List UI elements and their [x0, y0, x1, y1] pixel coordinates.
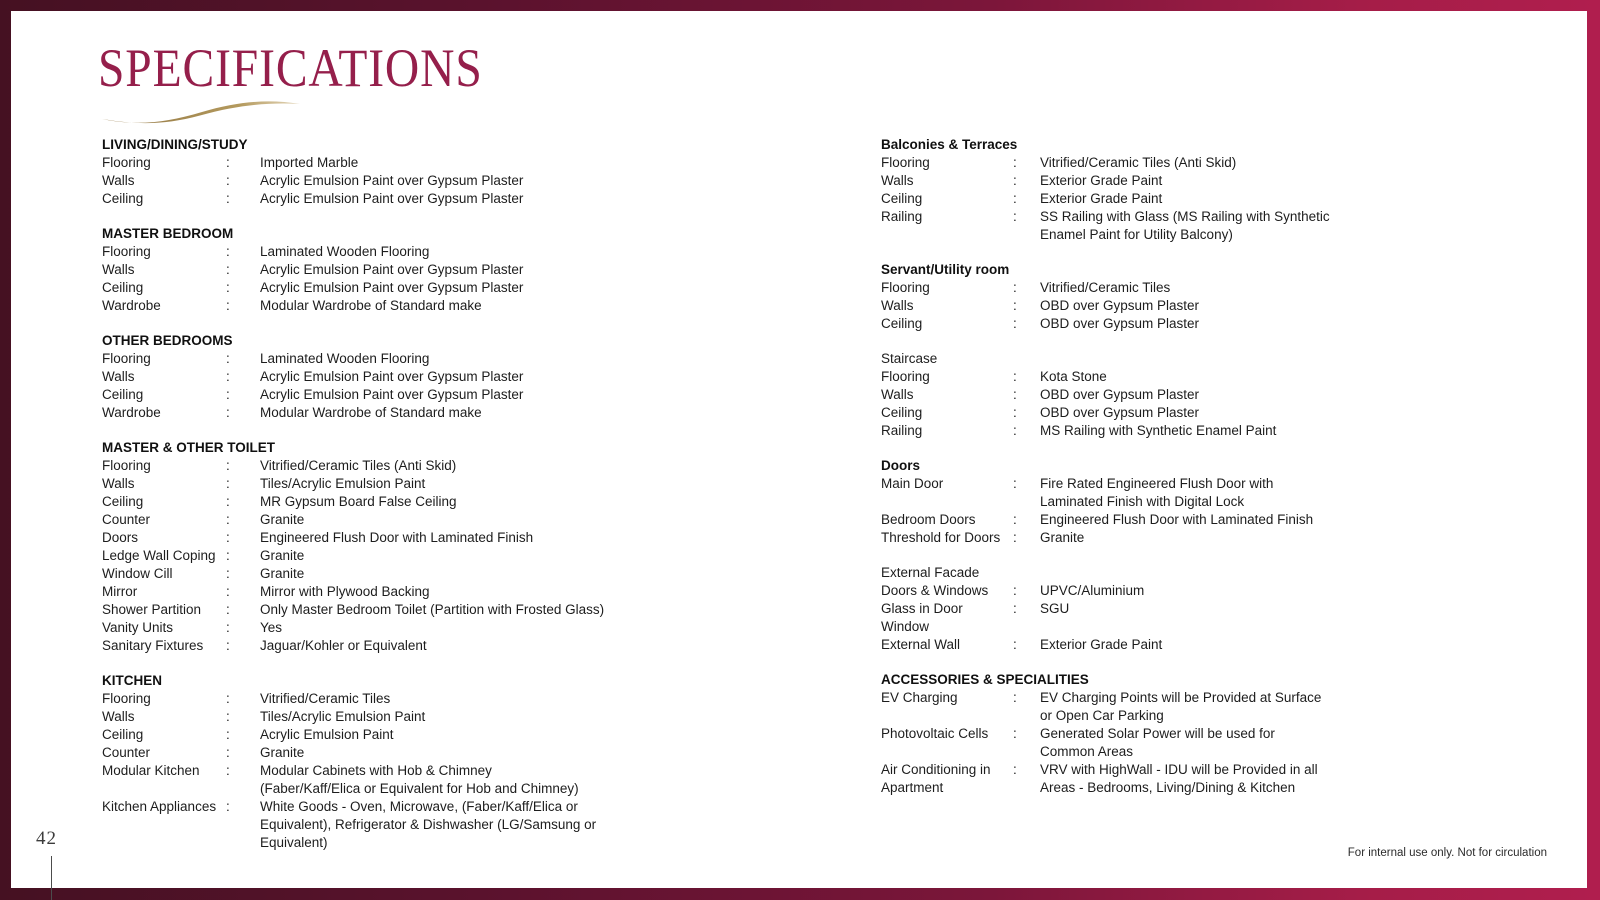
- spec-label: Main Door: [881, 476, 944, 491]
- spec-value: Acrylic Emulsion Paint over Gypsum Plaster: [260, 191, 524, 206]
- spec-label: Bedroom Doors: [881, 512, 976, 527]
- spec-label: Wardrobe: [102, 298, 161, 313]
- spec-value: Exterior Grade Paint: [1040, 637, 1163, 652]
- spec-value: VRV with HighWall - IDU will be Provided in all Areas - Bedrooms, Living/Dining & Kitchen: [1040, 762, 1318, 795]
- spec-label: Photovoltaic Cells: [881, 726, 989, 741]
- spec-row: [881, 208, 1561, 244]
- spec-value: MS Railing with Synthetic Enamel Paint: [1040, 423, 1277, 438]
- spec-value: UPVC/Aluminium: [1040, 583, 1145, 598]
- spec-label: Walls: [881, 387, 914, 402]
- spec-section-title: MASTER BEDROOM: [102, 226, 234, 241]
- spec-column-right: [881, 136, 1561, 797]
- spec-value: Exterior Grade Paint: [1040, 191, 1163, 206]
- spec-row: [881, 386, 1561, 404]
- spec-value: Granite: [260, 566, 305, 581]
- spec-row: [102, 798, 782, 852]
- spec-colon: :: [1013, 726, 1017, 741]
- spec-section-title: KITCHEN: [102, 673, 162, 688]
- spec-label: Walls: [881, 298, 914, 313]
- spec-colon: :: [1013, 369, 1017, 384]
- spec-colon: :: [1013, 298, 1017, 313]
- spec-colon: :: [226, 584, 230, 599]
- spec-value: Tiles/Acrylic Emulsion Paint: [260, 709, 426, 724]
- spec-label: Ceiling: [881, 316, 923, 331]
- spec-row: [102, 297, 782, 315]
- page-title: SPECIFICATIONS: [98, 38, 483, 98]
- spec-colon: :: [1013, 280, 1017, 295]
- spec-label: Shower Partition: [102, 602, 202, 617]
- spec-value: Granite: [260, 548, 305, 563]
- spec-colon: :: [1013, 583, 1017, 598]
- spec-colon: :: [1013, 690, 1017, 705]
- spec-row: [881, 279, 1561, 297]
- spec-colon: :: [1013, 405, 1017, 420]
- spec-label: Ceiling: [102, 494, 144, 509]
- spec-section: [102, 439, 782, 655]
- spec-value: Acrylic Emulsion Paint: [260, 727, 394, 742]
- spec-value: Laminated Wooden Flooring: [260, 351, 430, 366]
- spec-value: Modular Wardrobe of Standard make: [260, 405, 482, 420]
- spec-value: Vitrified/Ceramic Tiles: [260, 691, 391, 706]
- spec-label: Doors & Windows: [881, 583, 989, 598]
- spec-row: [881, 315, 1561, 333]
- spec-value: Imported Marble: [260, 155, 359, 170]
- spec-label: EV Charging: [881, 690, 958, 705]
- spec-value: Vitrified/Ceramic Tiles (Anti Skid): [1040, 155, 1237, 170]
- spec-colon: :: [226, 548, 230, 563]
- spec-colon: :: [1013, 530, 1017, 545]
- spec-label: Railing: [881, 423, 923, 438]
- spec-colon: :: [226, 173, 230, 188]
- spec-section: [102, 332, 782, 422]
- spec-label: Ledge Wall Coping: [102, 548, 216, 563]
- spec-label: Wardrobe: [102, 405, 161, 420]
- spec-column-left: [102, 136, 782, 852]
- spec-label: Vanity Units: [102, 620, 174, 635]
- spec-colon: :: [226, 799, 230, 814]
- spec-row: [102, 583, 782, 601]
- spec-value: EV Charging Points will be Provided at Surface or Open Car Parking: [1040, 690, 1322, 723]
- spec-section: [881, 457, 1561, 547]
- brochure-page: [11, 11, 1587, 888]
- spec-colon: :: [1013, 316, 1017, 331]
- spec-label: Flooring: [102, 458, 151, 473]
- spec-row: [102, 493, 782, 511]
- spec-label: Window Cill: [102, 566, 173, 581]
- spec-label: Flooring: [881, 155, 930, 170]
- spec-colon: :: [226, 745, 230, 760]
- spec-row: [102, 172, 782, 190]
- spec-value: Granite: [1040, 530, 1085, 545]
- spec-colon: :: [1013, 762, 1017, 777]
- spec-value: Acrylic Emulsion Paint over Gypsum Plaster: [260, 280, 524, 295]
- spec-colon: :: [1013, 173, 1017, 188]
- spec-value: Vitrified/Ceramic Tiles (Anti Skid): [260, 458, 457, 473]
- spec-label: Walls: [881, 173, 914, 188]
- spec-value: White Goods - Oven, Microwave, (Faber/Kaff/Elica or Equivalent), Refrigerator & Dishwasher (LG/Samsung or Equivalent): [260, 799, 597, 850]
- spec-row: [102, 547, 782, 565]
- spec-value: Mirror with Plywood Backing: [260, 584, 430, 599]
- spec-row: [881, 368, 1561, 386]
- spec-row: [102, 511, 782, 529]
- spec-label: Walls: [102, 173, 135, 188]
- spec-row: [102, 350, 782, 368]
- spec-row: [881, 529, 1561, 547]
- spec-row: [102, 475, 782, 493]
- spec-colon: :: [1013, 387, 1017, 402]
- spec-value: Jaguar/Kohler or Equivalent: [260, 638, 427, 653]
- spec-label: Ceiling: [881, 191, 923, 206]
- spec-colon: :: [226, 566, 230, 581]
- spec-row: [102, 565, 782, 583]
- spec-value: OBD over Gypsum Plaster: [1040, 387, 1200, 402]
- spec-row: [102, 190, 782, 208]
- spec-colon: :: [1013, 637, 1017, 652]
- spec-colon: :: [226, 387, 230, 402]
- spec-colon: :: [226, 369, 230, 384]
- spec-row: [881, 636, 1561, 654]
- spec-colon: :: [226, 602, 230, 617]
- spec-section-title: MASTER & OTHER TOILET: [102, 440, 276, 455]
- spec-section: [881, 261, 1561, 333]
- spec-colon: :: [226, 244, 230, 259]
- spec-colon: :: [226, 727, 230, 742]
- spec-colon: :: [1013, 476, 1017, 491]
- spec-colon: :: [1013, 601, 1017, 616]
- page-number: 42: [36, 828, 57, 849]
- spec-row: [881, 689, 1561, 725]
- spec-row: [102, 690, 782, 708]
- spec-value: Acrylic Emulsion Paint over Gypsum Plaster: [260, 387, 524, 402]
- spec-label: Flooring: [881, 280, 930, 295]
- spec-label: Walls: [102, 476, 135, 491]
- spec-row: [881, 600, 1561, 636]
- spec-row: [102, 261, 782, 279]
- spec-value: Modular Cabinets with Hob & Chimney (Faber/Kaff/Elica or Equivalent for Hob and Chimney): [260, 763, 579, 796]
- spec-row: [102, 619, 782, 637]
- spec-label: Kitchen Appliances: [102, 799, 217, 814]
- spec-colon: :: [226, 298, 230, 313]
- spec-row: [881, 725, 1561, 761]
- spec-colon: :: [226, 763, 230, 778]
- spec-label: Walls: [102, 709, 135, 724]
- spec-colon: :: [226, 280, 230, 295]
- spec-colon: :: [226, 709, 230, 724]
- spec-row: [881, 582, 1561, 600]
- footer-disclaimer: For internal use only. Not for circulation: [1347, 847, 1547, 859]
- spec-row: [881, 172, 1561, 190]
- spec-label: External Wall: [881, 637, 961, 652]
- spec-row: [102, 726, 782, 744]
- spec-row: [102, 386, 782, 404]
- spec-section-title: Balconies & Terraces: [881, 137, 1018, 152]
- spec-value: SGU: [1040, 601, 1070, 616]
- spec-value: Exterior Grade Paint: [1040, 173, 1163, 188]
- spec-value: OBD over Gypsum Plaster: [1040, 405, 1200, 420]
- spec-colon: :: [226, 405, 230, 420]
- spec-row: [102, 601, 782, 619]
- spec-section: [881, 564, 1561, 654]
- spec-value: Fire Rated Engineered Flush Door with Laminated Finish with Digital Lock: [1040, 476, 1274, 509]
- spec-row: [102, 154, 782, 172]
- spec-row: [102, 529, 782, 547]
- spec-colon: :: [226, 351, 230, 366]
- spec-value: SS Railing with Glass (MS Railing with Synthetic Enamel Paint for Utility Balcony): [1040, 209, 1330, 242]
- spec-value: Engineered Flush Door with Laminated Finish: [260, 530, 534, 545]
- spec-label: Counter: [102, 512, 151, 527]
- spec-row: [881, 404, 1561, 422]
- page-number-rule: [51, 856, 52, 900]
- gold-flourish-icon: [99, 95, 304, 125]
- spec-label: Flooring: [102, 244, 151, 259]
- spec-row: [102, 637, 782, 655]
- spec-row: [881, 190, 1561, 208]
- spec-colon: :: [1013, 155, 1017, 170]
- spec-value: Acrylic Emulsion Paint over Gypsum Plaster: [260, 262, 524, 277]
- spec-value: Vitrified/Ceramic Tiles: [1040, 280, 1171, 295]
- spec-row: [102, 243, 782, 261]
- spec-section-title: Doors: [881, 458, 921, 473]
- spec-colon: :: [226, 638, 230, 653]
- spec-label: Air Conditioning in Apartment: [881, 762, 991, 795]
- spec-label: Flooring: [102, 351, 151, 366]
- spec-colon: :: [226, 155, 230, 170]
- spec-colon: :: [226, 458, 230, 473]
- spec-value: OBD over Gypsum Plaster: [1040, 298, 1200, 313]
- spec-section-title: External Facade: [881, 565, 980, 580]
- spec-value: Acrylic Emulsion Paint over Gypsum Plaster: [260, 369, 524, 384]
- spec-value: Only Master Bedroom Toilet (Partition with Frosted Glass): [260, 602, 605, 617]
- spec-value: Engineered Flush Door with Laminated Finish: [1040, 512, 1314, 527]
- spec-label: Doors: [102, 530, 139, 545]
- spec-row: [881, 761, 1561, 797]
- spec-label: Modular Kitchen: [102, 763, 200, 778]
- spec-colon: :: [226, 512, 230, 527]
- spec-label: Flooring: [102, 691, 151, 706]
- spec-label: Ceiling: [102, 191, 144, 206]
- spec-label: Sanitary Fixtures: [102, 638, 204, 653]
- spec-row: [881, 511, 1561, 529]
- spec-label: Railing: [881, 209, 923, 224]
- spec-label: Glass in Door Window: [881, 601, 963, 634]
- spec-colon: :: [1013, 423, 1017, 438]
- spec-row: [881, 297, 1561, 315]
- spec-label: Ceiling: [102, 727, 144, 742]
- spec-value: Acrylic Emulsion Paint over Gypsum Plaster: [260, 173, 524, 188]
- spec-value: Yes: [260, 620, 283, 635]
- spec-section-title: Staircase: [881, 351, 938, 366]
- spec-label: Counter: [102, 745, 151, 760]
- spec-row: [102, 708, 782, 726]
- spec-colon: :: [226, 691, 230, 706]
- spec-colon: :: [226, 191, 230, 206]
- spec-colon: :: [226, 262, 230, 277]
- spec-colon: :: [1013, 209, 1017, 224]
- spec-value: Kota Stone: [1040, 369, 1107, 384]
- spec-value: MR Gypsum Board False Ceiling: [260, 494, 457, 509]
- spec-row: [102, 744, 782, 762]
- spec-colon: :: [1013, 512, 1017, 527]
- spec-section-title: OTHER BEDROOMS: [102, 333, 233, 348]
- spec-section: [881, 136, 1561, 244]
- spec-row: [102, 279, 782, 297]
- spec-section: [102, 136, 782, 208]
- spec-value: Modular Wardrobe of Standard make: [260, 298, 482, 313]
- spec-section: [881, 671, 1561, 797]
- spec-value: Generated Solar Power will be used for Common Areas: [1040, 726, 1275, 759]
- spec-row: [102, 404, 782, 422]
- spec-section: [102, 672, 782, 852]
- spec-row: [102, 457, 782, 475]
- spec-colon: :: [226, 476, 230, 491]
- spec-row: [881, 475, 1561, 511]
- spec-label: Flooring: [881, 369, 930, 384]
- spec-label: Walls: [102, 262, 135, 277]
- spec-value: Tiles/Acrylic Emulsion Paint: [260, 476, 426, 491]
- spec-colon: :: [1013, 191, 1017, 206]
- spec-label: Ceiling: [102, 280, 144, 295]
- spec-section-title: Servant/Utility room: [881, 262, 1010, 277]
- spec-value: Granite: [260, 745, 305, 760]
- spec-colon: :: [226, 620, 230, 635]
- spec-row: [102, 368, 782, 386]
- spec-section-title: ACCESSORIES & SPECIALITIES: [881, 672, 1089, 687]
- spec-section-title: LIVING/DINING/STUDY: [102, 137, 248, 152]
- spec-label: Flooring: [102, 155, 151, 170]
- spec-value: Laminated Wooden Flooring: [260, 244, 430, 259]
- spec-row: [881, 422, 1561, 440]
- spec-label: Mirror: [102, 584, 138, 599]
- spec-row: [102, 762, 782, 798]
- spec-row: [881, 154, 1561, 172]
- spec-section: [881, 350, 1561, 440]
- spec-colon: :: [226, 530, 230, 545]
- spec-label: Ceiling: [881, 405, 923, 420]
- spec-value: Granite: [260, 512, 305, 527]
- spec-label: Threshold for Doors: [881, 530, 1001, 545]
- spec-value: OBD over Gypsum Plaster: [1040, 316, 1200, 331]
- spec-section: [102, 225, 782, 315]
- spec-label: Ceiling: [102, 387, 144, 402]
- spec-label: Walls: [102, 369, 135, 384]
- spec-colon: :: [226, 494, 230, 509]
